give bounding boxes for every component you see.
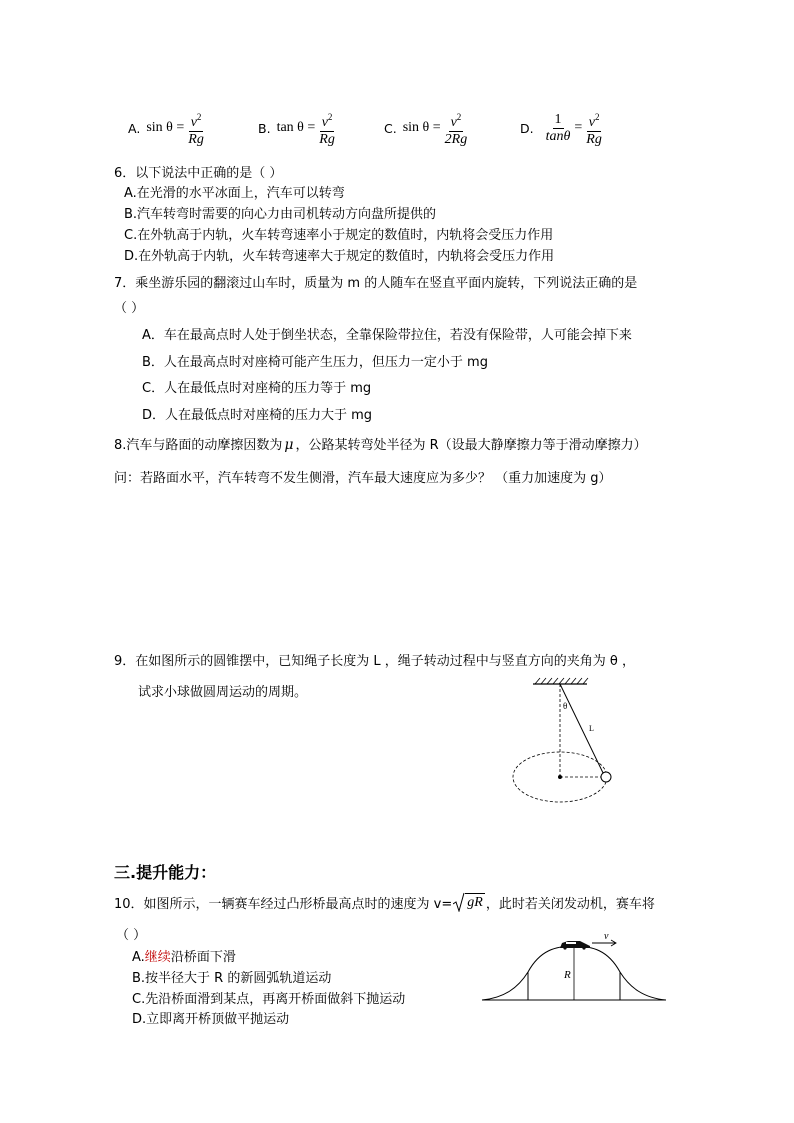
q10-paren: （ ）	[116, 928, 147, 943]
q5-a-label: A.	[128, 120, 141, 136]
q5-d-label: D.	[520, 120, 534, 136]
q5-a-fraction: $\frac{v^2}{Rg}$	[186, 109, 206, 148]
q10-line1: 10．如图所示，一辆赛车经过凸形桥最高点时的速度为 v= gR ，此时若关闭发动机，赛车将	[114, 892, 655, 912]
q6-option-a: A.在光滑的水平冰面上，汽车可以转弯	[124, 186, 345, 201]
q5-b-fraction: $\frac{v^2}{Rg}$	[317, 109, 337, 148]
q5-option-c	[384, 108, 471, 148]
mu-symbol: μ	[284, 437, 294, 453]
q7-option-a: A．车在最高点时人处于倒坐状态，全靠保险带拉住，若没有保险带，人可能会掉下来	[142, 328, 632, 343]
q9-line1: 9．在如图所示的圆锥摆中，已知绳子长度为 L ，绳子转动过程中与竖直方向的夹角为 θ ，	[114, 654, 635, 669]
q5-d-eq: =	[574, 120, 583, 135]
q5-b-lhs: tan θ =	[276, 120, 316, 135]
q5-d-fraction: $\frac{v^2}{Rg}$	[584, 109, 604, 148]
q5-c-fraction: $\frac{v^2}{2Rg}$	[443, 109, 470, 148]
v-label: v	[604, 931, 609, 942]
q7-option-c: C．人在最低点时对座椅的压力等于 mg	[142, 381, 372, 396]
q8-line2: 问：若路面水平，汽车转弯不发生侧滑，汽车最大速度应为多少？ （重力加速度为 g）	[114, 471, 612, 486]
q5-option-d	[520, 108, 606, 148]
ceiling-support	[533, 678, 588, 684]
q6-stem: 6．以下说法中正确的是（ ）	[114, 166, 283, 181]
center-dot	[558, 775, 562, 779]
ball	[601, 772, 611, 782]
q6-option-c: C.在外轨高于内轨，火车转弯速率小于规定的数值时，内轨将会受压力作用	[124, 228, 554, 243]
q5-a-lhs: sin θ =	[146, 120, 185, 135]
string-line	[560, 684, 605, 777]
q7-option-b: B．人在最高点时对座椅可能产生压力，但压力一定小于 mg	[142, 355, 488, 370]
q7-option-d: D．人在最低点时对座椅的压力大于 mg	[142, 408, 373, 423]
convex-bridge-figure	[480, 928, 668, 1004]
q5-c-label: C.	[384, 120, 397, 136]
q9-line2: 试求小球做圆周运动的周期。	[138, 685, 308, 700]
theta-label: θ	[563, 701, 568, 711]
q8-line1: 8.汽车与路面的动摩擦因数为 μ ，公路某转弯处半径为 R（设最大静摩擦力等于滑动摩擦力）	[114, 437, 647, 453]
q10-option-b: B.按半径大于 R 的新圆弧轨道运动	[132, 971, 332, 986]
q6-option-b: B.汽车转弯时需要的向心力由司机转动方向盘所提供的	[124, 207, 437, 222]
q5-option-a	[128, 108, 208, 148]
q5-d-lhs-fraction: $\frac{1}{\tan\theta}$	[545, 111, 571, 144]
length-label: L	[589, 724, 594, 733]
q10-option-c: C.先沿桥面滑到某点，再离开桥面做斜下抛运动	[132, 992, 406, 1007]
sqrt-expression: gR	[453, 892, 485, 912]
q10-option-d: D.立即离开桥顶做平抛运动	[132, 1012, 290, 1027]
q5-option-b	[258, 108, 339, 148]
race-car-icon	[560, 941, 590, 950]
q7-stem: 7．乘坐游乐园的翻滚过山车时，质量为 m 的人随车在竖直平面内旋转，下列说法正确的是	[114, 276, 638, 291]
r-label: R	[564, 969, 571, 981]
q6-option-d: D.在外轨高于内轨，火车转弯速率大于规定的数值时，内轨将会受压力作用	[124, 249, 555, 264]
conical-pendulum-figure	[505, 676, 625, 806]
q10-option-a: A.继续沿桥面下滑	[132, 950, 236, 965]
q5-c-lhs: sin θ =	[402, 120, 441, 135]
q7-paren: （ ）	[114, 301, 145, 316]
section-title: 三.提升能力：	[114, 863, 217, 882]
q5-b-label: B.	[258, 120, 271, 136]
